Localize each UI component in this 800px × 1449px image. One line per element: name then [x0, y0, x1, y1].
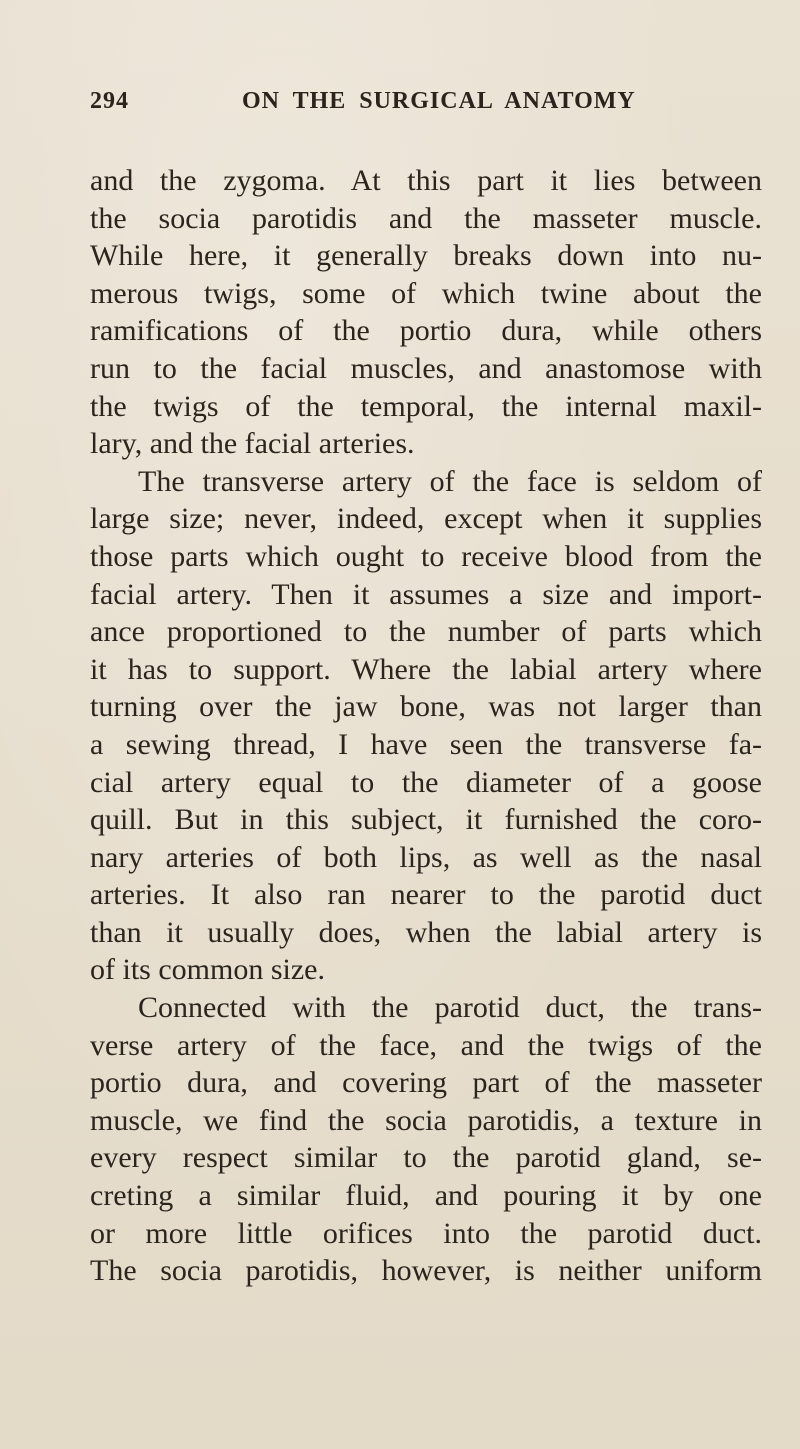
- paragraph-end-line: of its common size.: [90, 953, 325, 987]
- text-line: run to the facial muscles, and anastomose with: [90, 351, 762, 385]
- text-line: The socia parotidis, however, is neither uniform: [90, 1254, 762, 1288]
- text-line: quill. But in this subject, it furnished the coro-: [90, 803, 762, 837]
- text-line: the twigs of the temporal, the internal maxil-: [90, 389, 762, 423]
- text-line: every respect similar to the parotid gland, se-: [90, 1141, 762, 1175]
- paragraph-start-line: The transverse artery of the face is seldom of: [138, 464, 762, 498]
- text-line: nary arteries of both lips, as well as the nasal: [90, 840, 762, 874]
- text-line: merous twigs, some of which twine about the: [90, 276, 762, 310]
- text-line: turning over the jaw bone, was not larger than: [90, 690, 762, 724]
- text-line: large size; never, indeed, except when it supplies: [90, 502, 762, 536]
- text-line: facial artery. Then it assumes a size and import-: [90, 577, 762, 611]
- text-line: muscle, we find the socia parotidis, a texture in: [90, 1103, 762, 1137]
- text-line: cial artery equal to the diameter of a goose: [90, 765, 762, 799]
- text-line: creting a similar fluid, and pouring it by one: [90, 1179, 762, 1213]
- text-line: the socia parotidis and the masseter muscle.: [90, 201, 762, 235]
- text-line: ramifications of the portio dura, while others: [90, 314, 762, 348]
- text-line: than it usually does, when the labial artery is: [90, 915, 762, 949]
- text-line: and the zygoma. At this part it lies between: [90, 164, 762, 197]
- text-line: it has to support. Where the labial artery where: [90, 652, 762, 686]
- paragraph-start-line: Connected with the parotid duct, the trans-: [138, 991, 762, 1025]
- text-line: ance proportioned to the number of parts which: [90, 615, 762, 649]
- text-line: arteries. It also ran nearer to the parotid duct: [90, 878, 762, 912]
- text-line: or more little orifices into the parotid duct.: [90, 1216, 762, 1250]
- page-header: [90, 88, 740, 128]
- text-line: verse artery of the face, and the twigs of the: [90, 1028, 762, 1062]
- body-text: [90, 162, 762, 1290]
- page-number: 294: [90, 88, 129, 114]
- text-line: a sewing thread, I have seen the transverse fa-: [90, 727, 762, 761]
- text-line: While here, it generally breaks down into nu-: [90, 239, 762, 273]
- text-line: portio dura, and covering part of the masseter: [90, 1066, 762, 1100]
- running-title: ON THE SURGICAL ANATOMY: [242, 88, 636, 114]
- text-line: those parts which ought to receive blood from the: [90, 539, 762, 573]
- paragraph-end-line: lary, and the facial arteries.: [90, 427, 415, 461]
